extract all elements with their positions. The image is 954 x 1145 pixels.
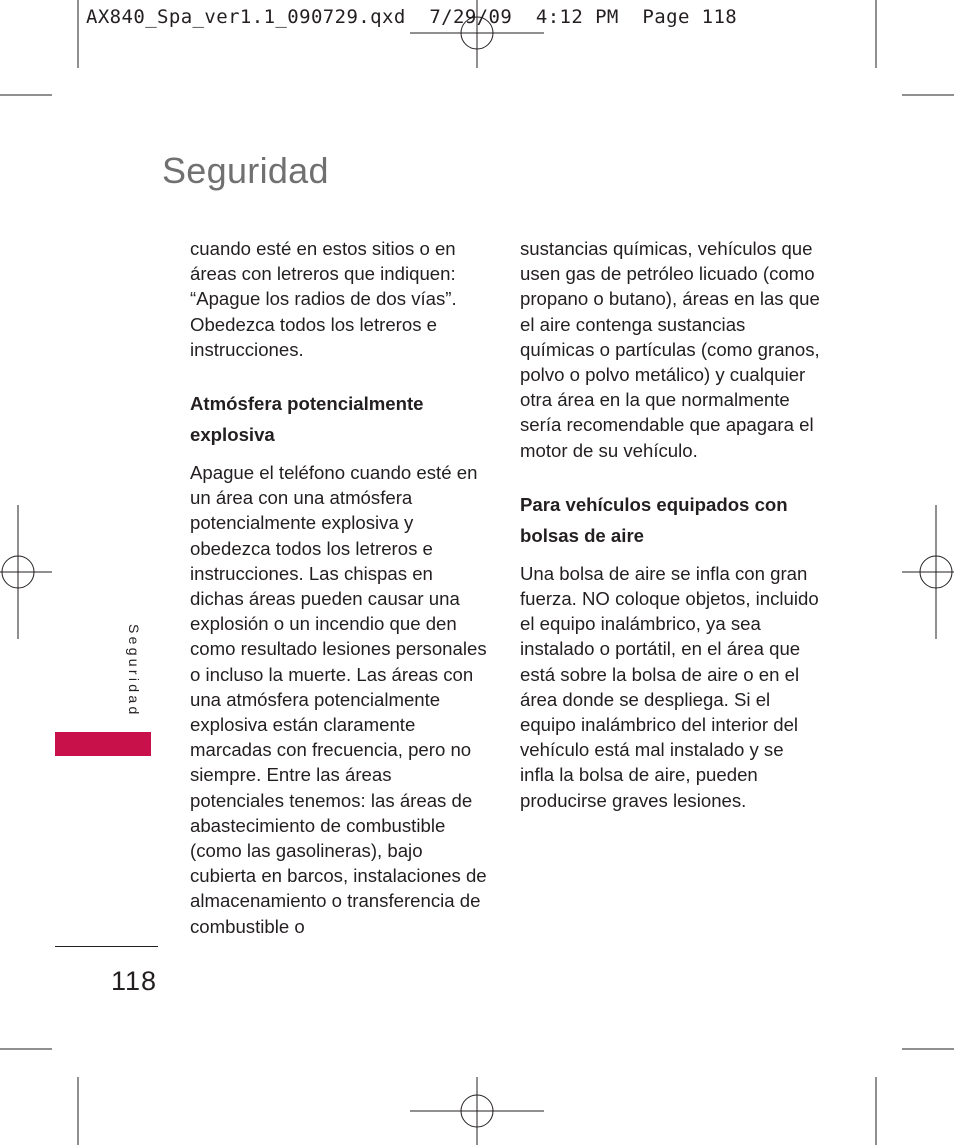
right-intro-paragraph: sustancias químicas, vehículos que usen gas de petróleo licuado (como propano o butano), áreas en las que el aire contenga sustancias químicas o partículas (como granos, polvo o polvo metálico) y cualquier otra área en la que normalmente sería recomendable que apagara el motor de su vehículo. (520, 238, 820, 461)
registration-mark-bottom (410, 1077, 544, 1145)
left-column (190, 236, 490, 939)
page-number: 118 (111, 966, 158, 996)
left-intro-paragraph: cuando esté en estos sitios o en áreas con letreros que indiquen: “Apague los radios de dos vías”. Obedezca todos los letreros e instrucciones. (190, 238, 457, 360)
side-tab-label: Seguridad (126, 624, 142, 718)
registration-mark-right (902, 505, 954, 639)
folio-rule (55, 946, 158, 947)
left-body-paragraph: Apague el teléfono cuando esté en un área con una atmósfera potencialmente explosiva y obedezca todos los letreros e instrucciones. Las chispas en dichas áreas pueden causar una explosión o un incendio que den como resultado lesiones personales o incluso la muerte. Las áreas con una atmósfera potencialmente explosiva están claramente marcadas con frecuencia, pero no siempre. Entre las áreas potenciales tenemos: las áreas de abastecimiento de combustible (como las gasolineras), bajo cubierta en barcos, instalaciones de almacenamiento o transferencia de combustible o (190, 462, 487, 937)
registration-mark-left (0, 505, 52, 639)
section-heading-airbags: Para vehículos equipados con bolsas de aire (520, 493, 788, 546)
registration-mark-top (410, 0, 544, 68)
right-body-paragraph: Una bolsa de aire se infla con gran fuerza. NO coloque objetos, incluido el equipo inalámbrico, ya sea instalado o portátil, en el área que está sobre la bolsa de aire o en el área donde se despliega. Si el equipo inalámbrico del interior del vehículo está mal instalado y se infla la bolsa de aire, pueden producirse graves lesiones. (520, 562, 819, 811)
right-column (520, 236, 820, 813)
page-title: Seguridad (162, 150, 329, 191)
side-tab-bar (55, 732, 151, 756)
print-slug: AX840_Spa_ver1.1_090729.qxd 7/29/09 4:12 PM Page 118 (86, 6, 738, 28)
section-heading-explosive-atmosphere: Atmósfera potencialmente explosiva (190, 393, 424, 446)
